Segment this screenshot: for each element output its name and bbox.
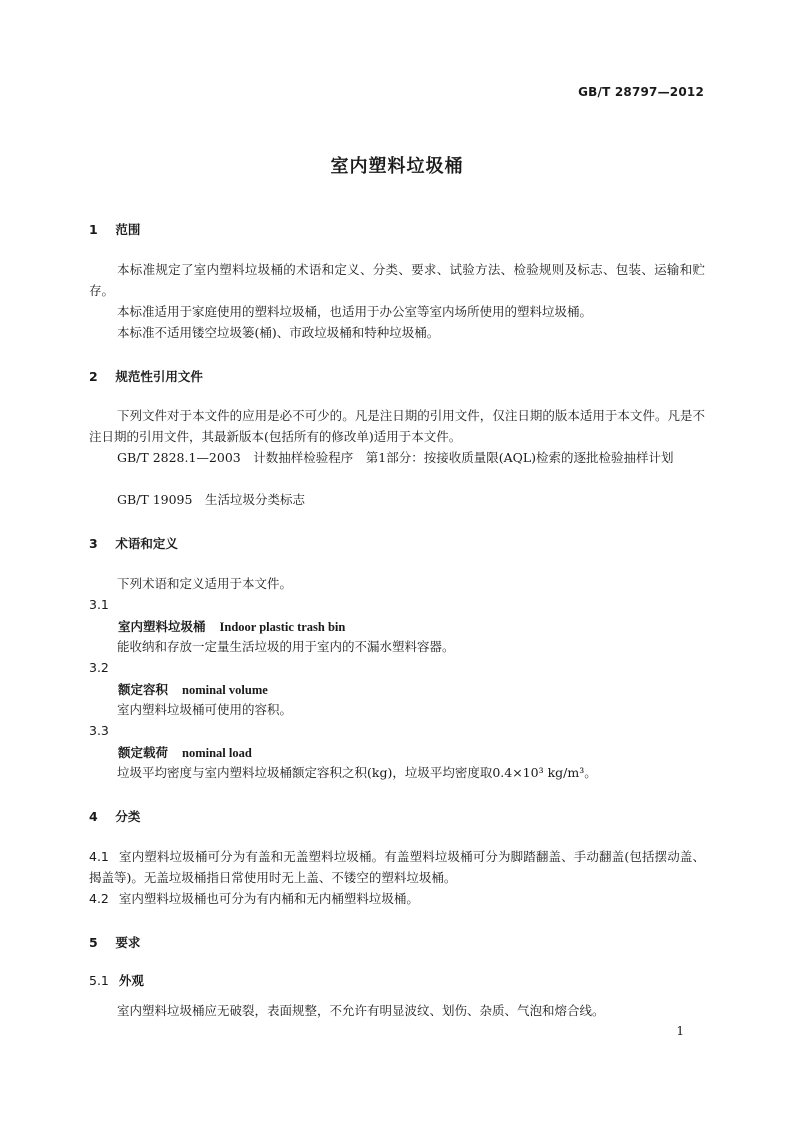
reference-gb-t-2828: GB/T 2828.1—2003 计数抽样检验程序 第1部分：按接收质量限(AQL)检索的逐批检验抽样计划 [117, 450, 674, 465]
scope-paragraph-1: 本标准规定了室内塑料垃圾桶的术语和定义、分类、要求、试验方法、检验规则及标志、包装、运输和贮存。 [89, 262, 705, 298]
term-english: nominal volume [182, 683, 268, 697]
term-3-1-definition: 能收纳和存放一定量生活垃圾的用于室内的不漏水塑料容器。 [117, 639, 455, 654]
appearance-requirement: 室内塑料垃圾桶应无破裂，表面规整，不允许有明显波纹、划伤、杂质、气泡和熔合线。 [117, 1003, 605, 1018]
term-number-3-2: 3.2 [89, 660, 109, 675]
section-1-heading [89, 220, 140, 238]
subsection-number: 5.1 [89, 973, 109, 988]
term-english: nominal load [182, 746, 252, 760]
section-5-heading [89, 933, 140, 951]
term-number-3-3: 3.3 [89, 723, 109, 738]
term-3-1 [118, 617, 345, 635]
page-number: 1 [676, 1024, 684, 1038]
term-3-2 [118, 680, 268, 698]
section-number: 4 [89, 809, 98, 824]
section-number: 3 [89, 536, 98, 551]
section-number: 1 [89, 222, 98, 237]
section-number: 2 [89, 369, 98, 384]
term-chinese: 额定容积 [118, 682, 169, 697]
standard-number: GB/T 28797—2012 [578, 85, 704, 99]
section-number: 5 [89, 935, 98, 950]
scope-paragraph-3: 本标准不适用镂空垃圾篓(桶)、市政垃圾桶和特种垃圾桶。 [117, 325, 440, 340]
term-number-3-1: 3.1 [89, 597, 109, 612]
clause-4-2 [89, 888, 705, 909]
section-title: 术语和定义 [115, 536, 178, 551]
term-3-3-definition: 垃圾平均密度与室内塑料垃圾桶额定容积之积(kg)，垃圾平均密度取0.4×10³ kg/m³。 [117, 765, 597, 780]
normative-ref-paragraph: 下列文件对于本文件的应用是必不可少的。凡是注日期的引用文件，仅注日期的版本适用于本文件。凡是不注日期的引用文件，其最新版本(包括所有的修改单)适用于本文件。 [89, 408, 705, 444]
scope-paragraph-2: 本标准适用于家庭使用的塑料垃圾桶，也适用于办公室等室内场所使用的塑料垃圾桶。 [117, 304, 593, 319]
section-title: 范围 [115, 222, 141, 237]
reference-gb-t-19095: GB/T 19095 生活垃圾分类标志 [117, 492, 305, 507]
clause-text: 室内塑料垃圾桶也可分为有内桶和无内桶塑料垃圾桶。 [118, 891, 419, 906]
section-title: 要求 [115, 935, 141, 950]
term-3-2-definition: 室内塑料垃圾桶可使用的容积。 [117, 702, 293, 717]
subsection-5-1-heading [89, 971, 144, 989]
clause-text: 室内塑料垃圾桶可分为有盖和无盖塑料垃圾桶。有盖塑料垃圾桶可分为脚踏翻盖、手动翻盖(包括摆动盖、揭盖等)。无盖垃圾桶指日常使用时无上盖、不镂空的塑料垃圾桶。 [89, 849, 705, 885]
section-2-heading [89, 367, 203, 385]
term-chinese: 额定载荷 [118, 745, 169, 760]
clause-number: 4.2 [89, 891, 109, 906]
terms-intro: 下列术语和定义适用于本文件。 [117, 576, 293, 591]
term-3-3 [118, 743, 252, 761]
term-english: Indoor plastic trash bin [219, 620, 346, 634]
section-3-heading [89, 534, 178, 552]
section-4-heading [89, 807, 140, 825]
clause-4-1 [89, 846, 705, 888]
subsection-title: 外观 [118, 973, 144, 988]
term-chinese: 室内塑料垃圾桶 [118, 619, 206, 634]
section-title: 规范性引用文件 [115, 369, 203, 384]
clause-number: 4.1 [89, 849, 109, 864]
section-title: 分类 [115, 809, 141, 824]
document-title: 室内塑料垃圾桶 [330, 156, 464, 177]
